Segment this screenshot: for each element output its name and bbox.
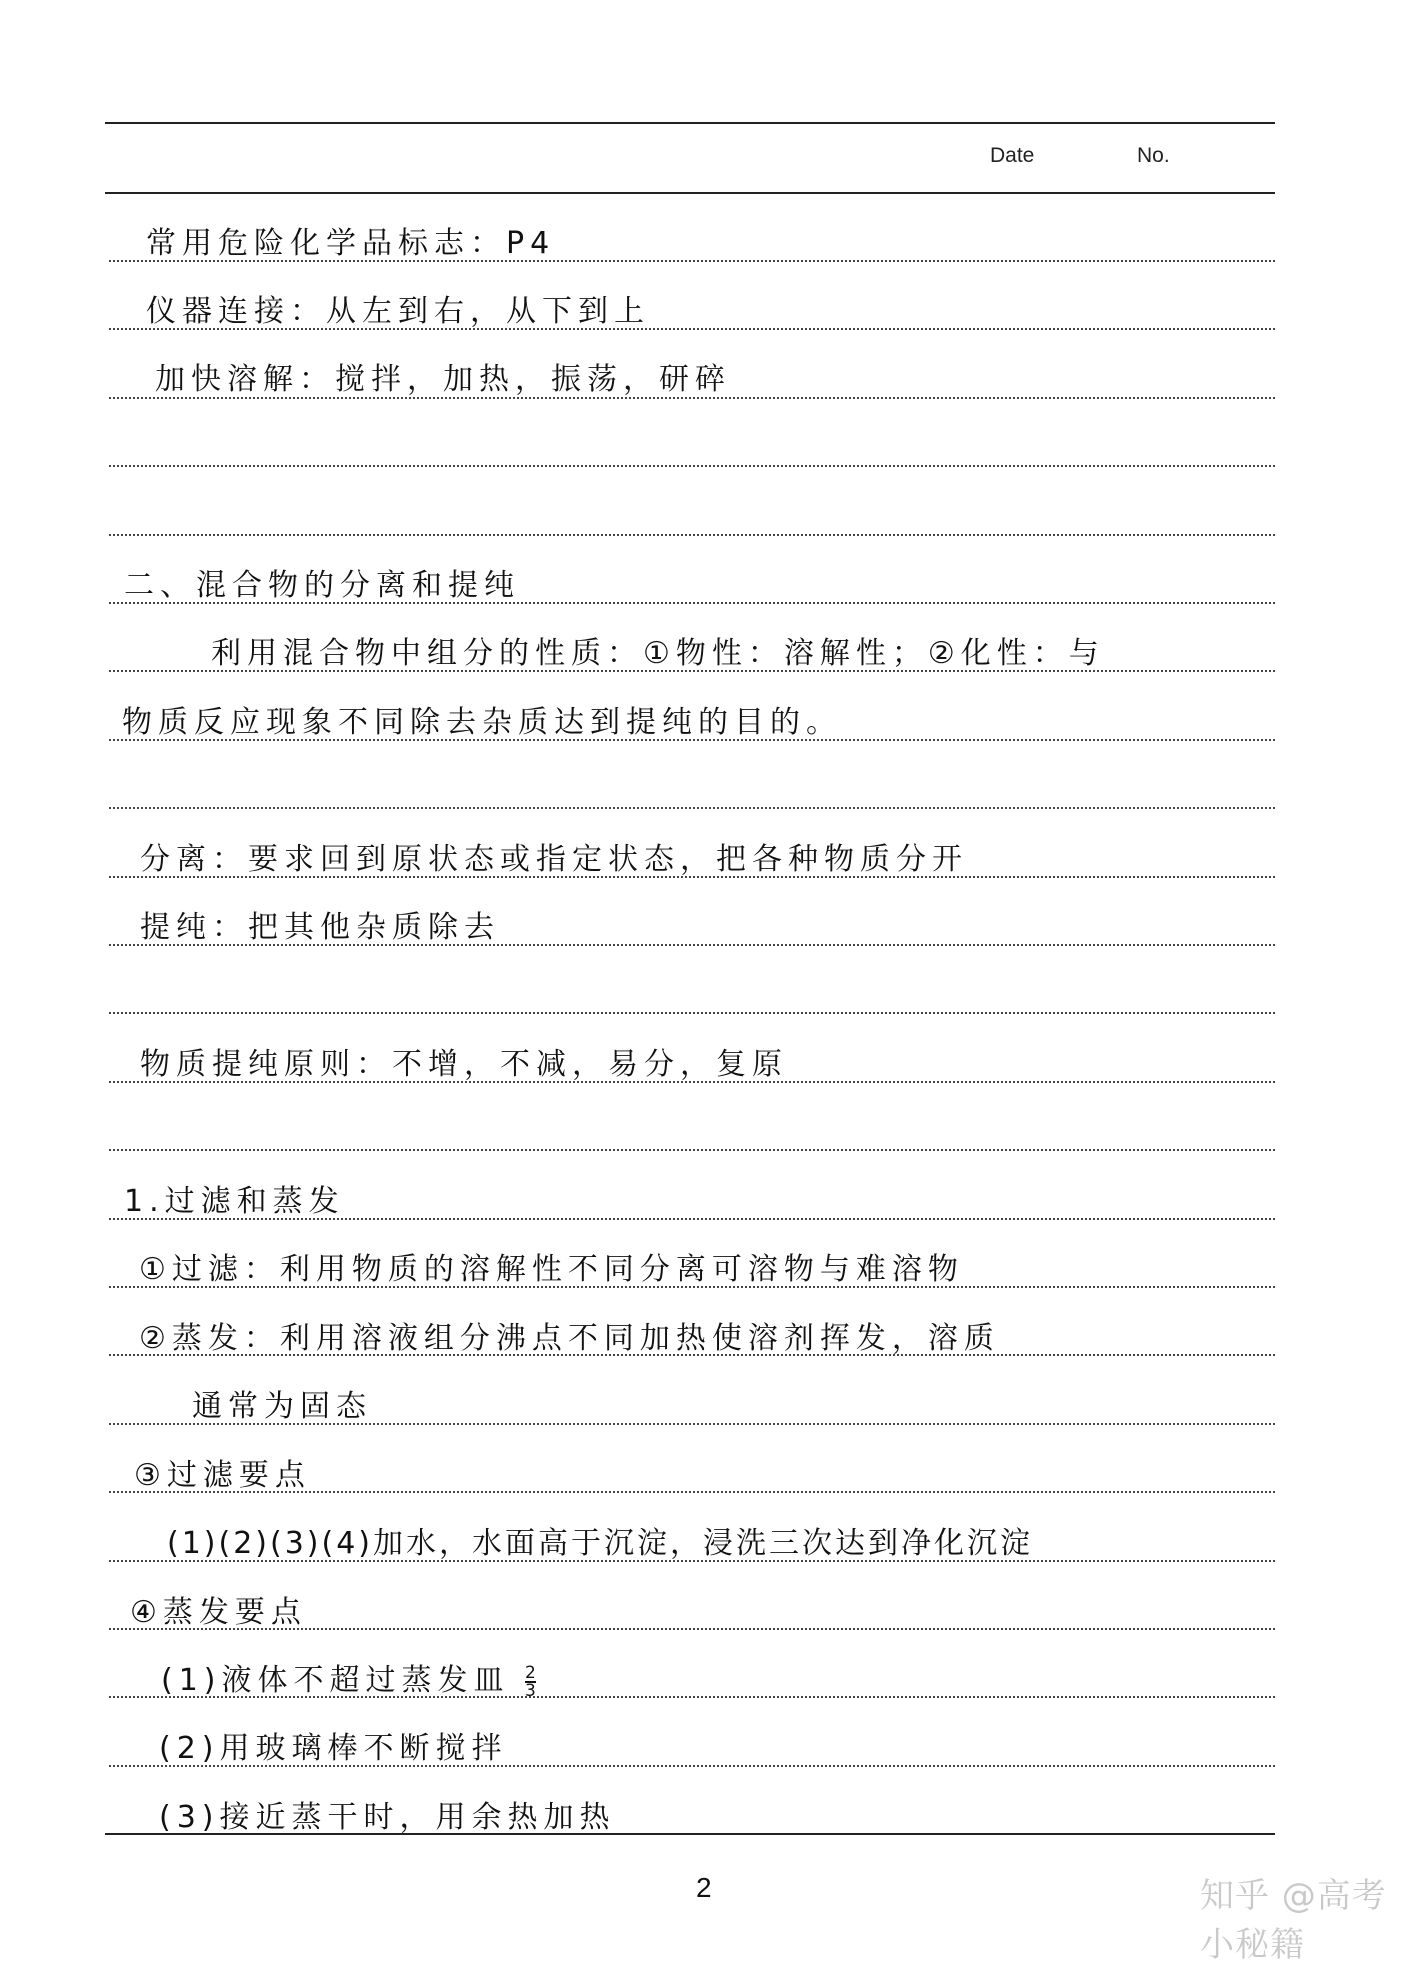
note-line: ④蒸发要点: [130, 1595, 307, 1630]
note-line: 加快溶解：搅拌，加热，振荡，研碎: [155, 362, 731, 397]
dotted-rule: [109, 807, 1275, 809]
note-line: 提纯：把其他杂质除去: [140, 910, 500, 945]
date-label: Date: [990, 144, 1035, 167]
note-line-text: (1)液体不超过蒸发皿: [161, 1663, 510, 1698]
no-label: No.: [1137, 144, 1170, 167]
note-line: 常用危险化学品标志：P4: [146, 226, 556, 261]
note-line: 分离：要求回到原状态或指定状态，把各种物质分开: [140, 842, 968, 877]
fraction-numerator: 2: [525, 1662, 536, 1683]
header-bottom-rule: [105, 192, 1275, 194]
note-line: (2)用玻璃棒不断搅拌: [159, 1731, 508, 1766]
note-line: 通常为固态: [192, 1389, 372, 1424]
note-line: 物质反应现象不同除去杂质达到提纯的目的。: [122, 705, 842, 740]
fraction: [525, 1662, 536, 1701]
note-line: ③过滤要点: [134, 1458, 311, 1493]
watermark: 知乎 @高考小秘籍: [1200, 1876, 1387, 1965]
note-line: [161, 1663, 536, 1699]
note-line: 物质提纯原则：不增，不减，易分，复原: [140, 1047, 788, 1082]
dotted-rule: [109, 1149, 1275, 1151]
section-heading: 二、混合物的分离和提纯: [124, 568, 520, 603]
note-line: ②蒸发：利用溶液组分沸点不同加热使溶剂挥发，溶质: [139, 1321, 1000, 1356]
note-line: (3)接近蒸干时，用余热加热: [159, 1800, 616, 1835]
note-line: (1)(2)(3)(4)加水，水面高于沉淀，浸洗三次达到净化沉淀: [167, 1526, 1033, 1561]
note-line: 利用混合物中组分的性质：①物性：溶解性；②化性：与: [211, 636, 1105, 671]
note-line: ①过滤：利用物质的溶解性不同分离可溶物与难溶物: [139, 1252, 964, 1287]
dotted-rule: [109, 534, 1275, 536]
page-number: 2: [696, 1872, 712, 1903]
dotted-rule: [109, 465, 1275, 467]
note-line: 仪器连接：从左到右，从下到上: [146, 294, 650, 329]
dotted-rule: [109, 1012, 1275, 1014]
fraction-denominator: 3: [525, 1680, 536, 1701]
subsection-heading: 1.过滤和蒸发: [124, 1184, 345, 1219]
header-top-rule: [105, 122, 1275, 124]
